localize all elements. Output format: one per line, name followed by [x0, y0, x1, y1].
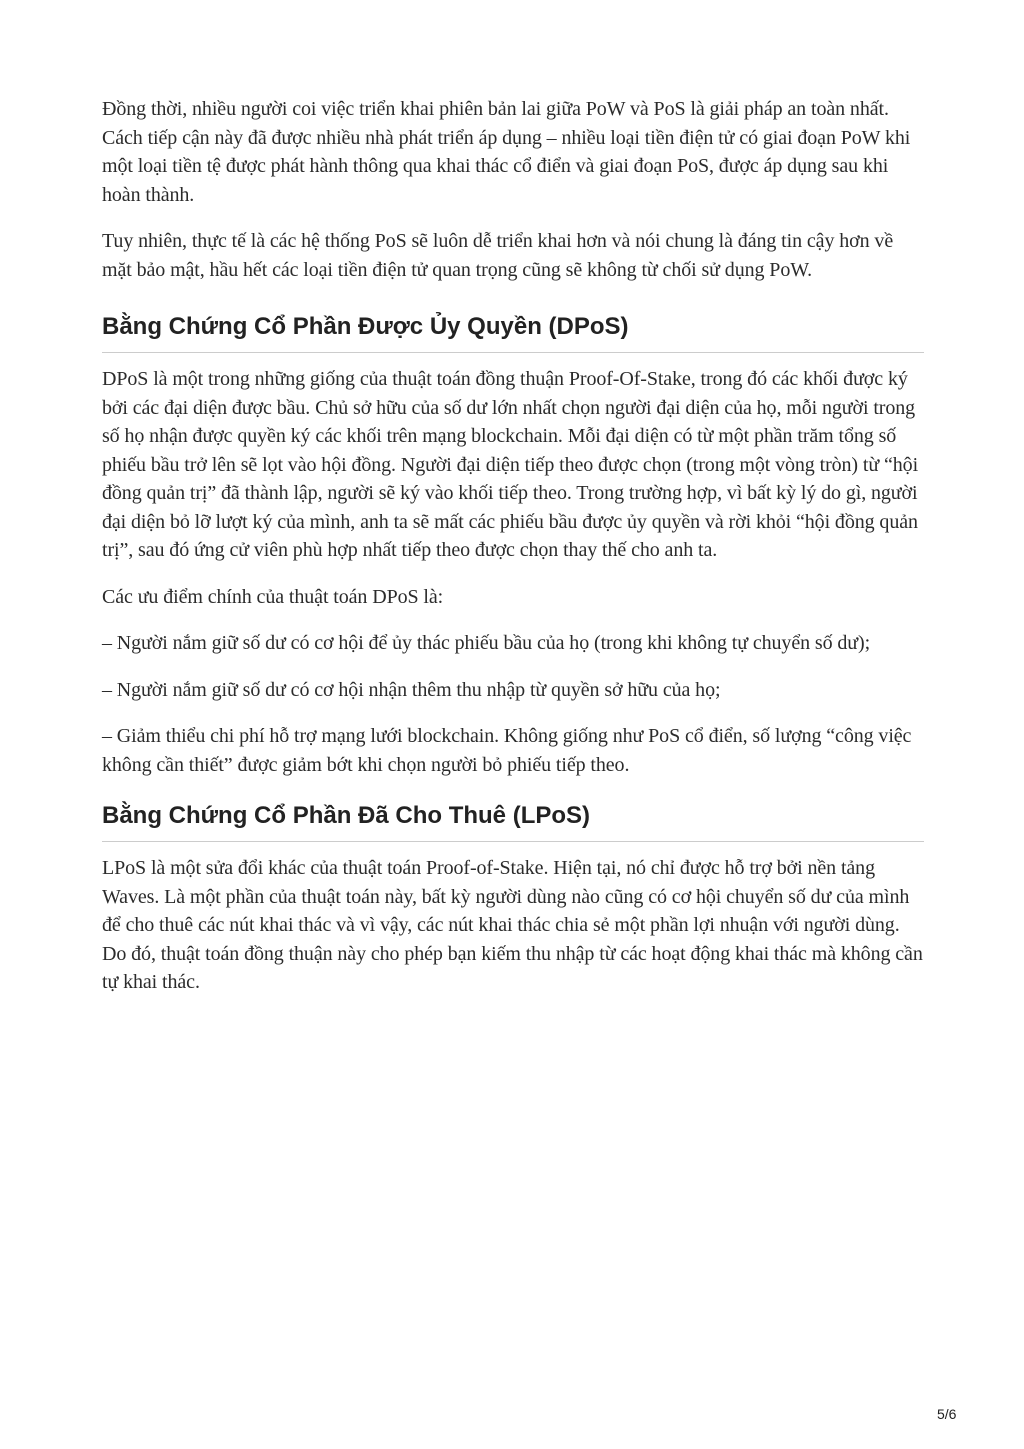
document-body [102, 95, 924, 1015]
lpos-paragraph-1: LPoS là một sửa đổi khác của thuật toán Proof-of-Stake. Hiện tại, nó chỉ được hỗ trợ bởi nền tảng Waves. Là một phần của thuật toán này, bất kỳ người dùng nào cũng có cơ hội chuyển số dư của mình để cho thuê các nút khai thác và vì vậy, các nút khai thác chia sẻ một phần lợi nhuận với người dùng. Do đó, thuật toán đồng thuận này cho phép bạn kiếm thu nhập từ các hoạt động khai thác mà không cần tự khai thác. [102, 857, 923, 993]
intro-paragraph-1: Đồng thời, nhiều người coi việc triển khai phiên bản lai giữa PoW và PoS là giải pháp an toàn nhất. Cách tiếp cận này đã được nhiều nhà phát triển áp dụng – nhiều loại tiền điện tử có giai đoạn PoW khi một loại tiền tệ được phát hành thông qua khai thác cổ điển và giai đoạn PoS, được áp dụng sau khi hoàn thành. [102, 98, 911, 206]
dpos-advantage-item: – Giảm thiểu chi phí hỗ trợ mạng lưới blockchain. Không giống như PoS cổ điển, số lượng “công việc không cần thiết” được giảm bớt khi chọn người bỏ phiếu tiếp theo. [102, 725, 912, 776]
dpos-advantage-item: – Người nắm giữ số dư có cơ hội để ủy thác phiếu bầu của họ (trong khi không tự chuyển số dư); [102, 632, 871, 654]
dpos-advantage-item: – Người nắm giữ số dư có cơ hội nhận thêm thu nhập từ quyền sở hữu của họ; [102, 678, 721, 701]
intro-paragraph-2: Tuy nhiên, thực tế là các hệ thống PoS sẽ luôn dễ triển khai hơn và nói chung là đáng tin cậy hơn về mặt bảo mật, hầu hết các loại tiền điện tử quan trọng cũng sẽ không từ chối sử dụng PoW. [102, 230, 894, 281]
dpos-paragraph-2: Các ưu điểm chính của thuật toán DPoS là: [102, 585, 444, 608]
lpos-heading: Bằng Chứng Cổ Phần Đã Cho Thuê (LPoS) [102, 801, 924, 842]
page-number: 5/6 [937, 1406, 957, 1422]
dpos-heading: Bằng Chứng Cổ Phần Được Ủy Quyền (DPoS) [102, 312, 924, 353]
dpos-paragraph-1: DPoS là một trong những giống của thuật toán đồng thuận Proof-Of-Stake, trong đó các khối được ký bởi các đại diện được bầu. Chủ sở hữu của số dư lớn nhất chọn người đại diện của họ, mỗi người trong số họ nhận được quyền ký các khối trên mạng blockchain. Mỗi đại diện có từ một phần trăm tổng số phiếu bầu trở lên sẽ lọt vào hội đồng. Người đại diện tiếp theo được chọn (trong một vòng tròn) từ “hội đồng quản trị” đã thành lập, người sẽ ký vào khối tiếp theo. Trong trường hợp, vì bất kỳ lý do gì, người đại diện bỏ lỡ lượt ký của mình, anh ta sẽ mất các phiếu bầu được ủy quyền và rời khỏi “hội đồng quản trị”, sau đó ứng cử viên phù hợp nhất tiếp theo được chọn thay thế cho anh ta. [102, 368, 919, 561]
